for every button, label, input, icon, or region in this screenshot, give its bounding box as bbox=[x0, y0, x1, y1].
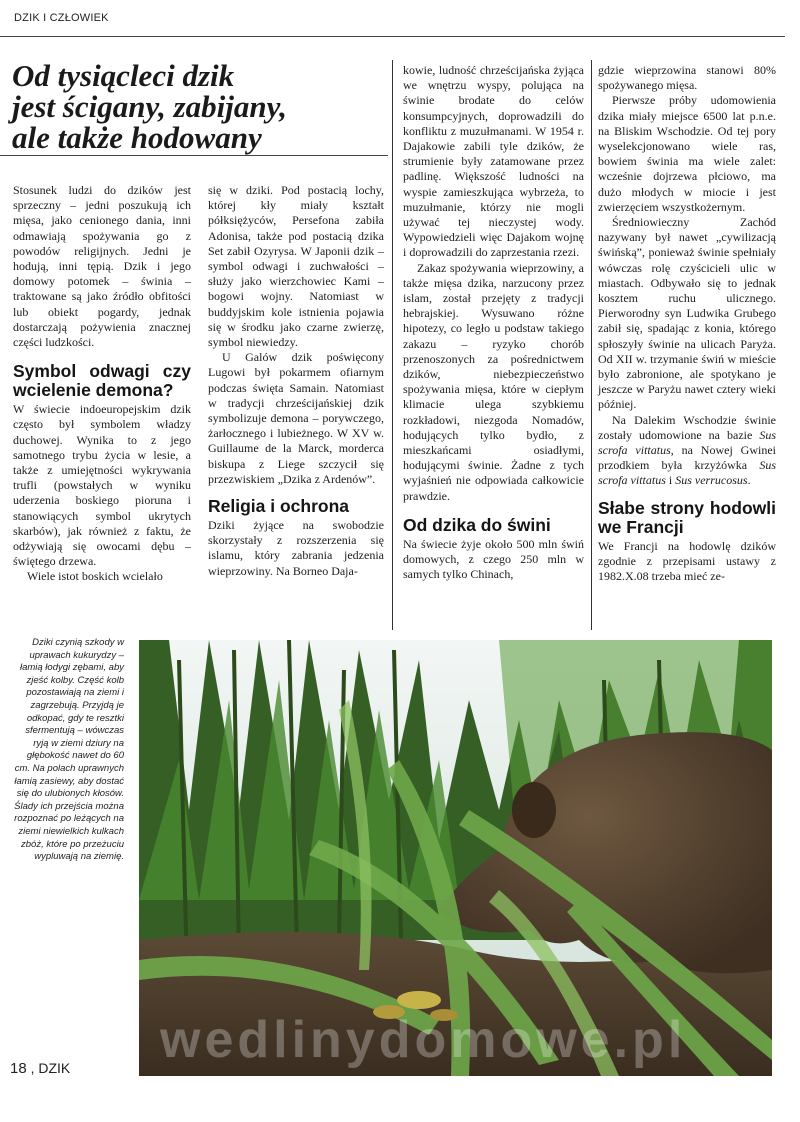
article-title bbox=[12, 60, 387, 153]
boar-in-cornfield-photo bbox=[139, 640, 772, 1076]
text-column-4 bbox=[598, 63, 776, 584]
title-line: ale także hodowany bbox=[12, 120, 262, 155]
section-header: DZIK I CZŁOWIEK bbox=[14, 12, 109, 24]
paragraph bbox=[598, 413, 776, 489]
subheading-od-dzika: Od dzika do świni bbox=[403, 514, 551, 535]
text-run: . bbox=[747, 473, 751, 488]
paragraph: Zakaz spożywania wieprzowiny, a także mięsa dzika, narzucony przez islam, został przejęty z tradycji hebrajskiej. Wysuwano różne hipotezy, co legło u podstaw takiego zakazu – ryzyko chorób przenoszonych za pośrednictwem dzików, niebezpieczeństwo spożywania mięsa, które w ciepłym klimacie ulega szybkiemu rozkładowi, niezgoda Nomadów, hodujących tylko bydło, z mieszkańcami osiadłymi, hodującymi świnie. Żadne z tych wyjaśnień nie odpowiada całkowicie prawdzie. bbox=[403, 260, 584, 503]
caption-text: Dziki czynią szkody w uprawach kukurydzy – łamią łodygi zębami, aby zjeść kolby. Część kolb pozostawiają na ziemi i zagrzebują. Przyjdą je odkopać, gdy te resztki sfermentują – wówczas ryją w ziemi dziury na głębokość nawet do 60 cm. Na polach uprawnych łamią zasiewy, aby dostać się do ulubionych kłosów. Ślady ich przejścia można rozpoznać po leżących na ziemi niewielkich kulkach zbóż, które po przeżuciu wypluwają na ziemię. bbox=[14, 637, 124, 863]
page-number: 18 bbox=[10, 1060, 27, 1077]
page-footer bbox=[10, 1060, 70, 1077]
paragraph: się w dziki. Pod postacią lochy, której kły miały kształt półksiężyców, Persefona zabiła Adonisa, także pod postacią dzika Set zabił Ozyrysa. W Japonii dzik – symbol odwagi i zuchwałości – służy jako wierzchowiec Kami – bogowi wojny. Natomiast w buddyjskim kole istnienia pojawia się w środku jako czarne zwierzę, symbol niewiedzy. bbox=[208, 183, 384, 350]
paragraph: Na świecie żyje około 500 mln świń domowych, z czego 250 mln w samych tylko Chinach, bbox=[403, 536, 584, 582]
subheading-symbol: Symbol odwagi czy wcielenie demona? bbox=[13, 361, 191, 401]
paragraph: gdzie wieprzowina stanowi 80% spożywanego mięsa. bbox=[598, 63, 776, 93]
title-line: Od tysiącleci dzik bbox=[12, 58, 235, 93]
text-run: Na Dalekim Wschodzie świnie zostały udomowione na bazie bbox=[598, 412, 776, 442]
text-column-1 bbox=[13, 183, 191, 585]
latin-name: Sus scrofa vittatus bbox=[598, 427, 776, 458]
paragraph: U Galów dzik poświęcony Lugowi był pokarmem ofiarnym podczas święta Samain. Natomiast w tradycji chrześcijańskiej dzik symbolizuje demona – porywczego, żarłocznego i lubieżnego. W XV w. Guillaume de la Marck, morderca biskupa z Liege szczycił się przezwiskiem „Dzika z Ardenów”. bbox=[208, 350, 384, 486]
text-column-2 bbox=[208, 183, 384, 579]
photo-illustration bbox=[139, 640, 772, 1076]
paragraph: Dziki żyjące na swobodzie skorzystały z rozszerzenia się islamu, który zabrania jedzenia wieprzowiny. Na Borneo Daja- bbox=[208, 518, 384, 578]
paragraph: Pierwsze próby udomowienia dzika miały miejsce 6500 lat p.n.e. na Bliskim Wschodzie. Od tej pory wyselekcjonowano wiele ras, bowiem świnia ma wiele zalet: wcześnie dojrzewa płciowo, ma dużo młodych w miocie i jest zwierzęciem wszystkożernym. bbox=[598, 93, 776, 214]
latin-name: Sus verrucosus bbox=[675, 473, 748, 488]
text-column-3 bbox=[403, 63, 584, 583]
footer-separator: , bbox=[30, 1060, 35, 1076]
text-run: , na Nowej Gwinei przodkiem była krzyżówka bbox=[598, 443, 776, 473]
header-rule bbox=[0, 36, 785, 37]
paragraph: Średniowieczny Zachód nazywany był nawet „cywilizacją świńską”, ponieważ świnie spełniały wówczas rolę czyścicieli ulic w miastach. Odbywało się to jednak kosztem ruchu ulicznego. Pierworodny syn Ludwika Grubego zabił się, spadając z konia, którego spłoszyły świnie na ulicach Paryża. Od XII w. trzymanie świń w mieście było zabronione, ale spotykano je jeszcze w Paryżu nawet cztery wieki później. bbox=[598, 215, 776, 412]
column-divider bbox=[591, 60, 592, 630]
paragraph: kowie, ludność chrześcijańska żyjąca we wnętrzu wyspy, polująca na świnie brodate do celów konsumpcyjnych, doprowadzili do konfliktu z muzułmanami. W 1954 r. Dajakowie zabili tyle dzików, że strumienie były zatamowane przez padlinę. Większość ludności na wyspie zamieszkująca wybrzeża, to muzułmanie, którzy nie mogli używać tej nieczystej wody. Wypowiedzieli więc Dajakom wojnę i doprowadzili do zaprzestania rzezi. bbox=[403, 63, 584, 260]
subheading-slabe-strony: Słabe strony hodowli we Francji bbox=[598, 497, 776, 537]
photo-caption bbox=[14, 637, 124, 864]
column-divider bbox=[392, 60, 393, 630]
title-line: jest ścigany, zabijany, bbox=[12, 89, 287, 124]
watermark: wedlinydomowe.pl bbox=[160, 1011, 687, 1069]
magazine-name: DZIK bbox=[38, 1060, 71, 1076]
text-run: i bbox=[665, 473, 676, 488]
paragraph: Stosunek ludzi do dzików jest sprzeczny – jedni poszukują ich mięsa, jako cenionego dania, inni odmawiają spożywania go z powodów religijnych. Jedni je hodują, inni tępią. Dzik i jego domowy potomek – świnia – traktowane są jako źródło obfitości lub obiekt pogardy, jednak dostarczają pożywienia znacznej części ludzkości. bbox=[13, 183, 191, 350]
latin-name: Sus scrofa vittatus bbox=[598, 458, 776, 488]
paragraph: Wiele istot boskich wcielało bbox=[27, 569, 163, 584]
paragraph: We Francji na hodowlę dzików zgodnie z przepisami ustawy z 1982.X.08 trzeba mieć ze- bbox=[598, 538, 776, 584]
title-rule bbox=[0, 155, 388, 156]
paragraph: W świecie indoeuropejskim dzik często był symbolem władzy duchowej. Wynika to z jego samotnego trybu życia w lesie, a także z umiejętności wykrywania trufli (powstałych w wyniku uderzenia boskiego pioruna i stanowiących symbol ukrytych skarbów), jak również z faktu, że odżywiają się owocami dębu – świętego drzewa. bbox=[13, 402, 191, 569]
subheading-religia: Religia i ochrona bbox=[208, 496, 349, 517]
